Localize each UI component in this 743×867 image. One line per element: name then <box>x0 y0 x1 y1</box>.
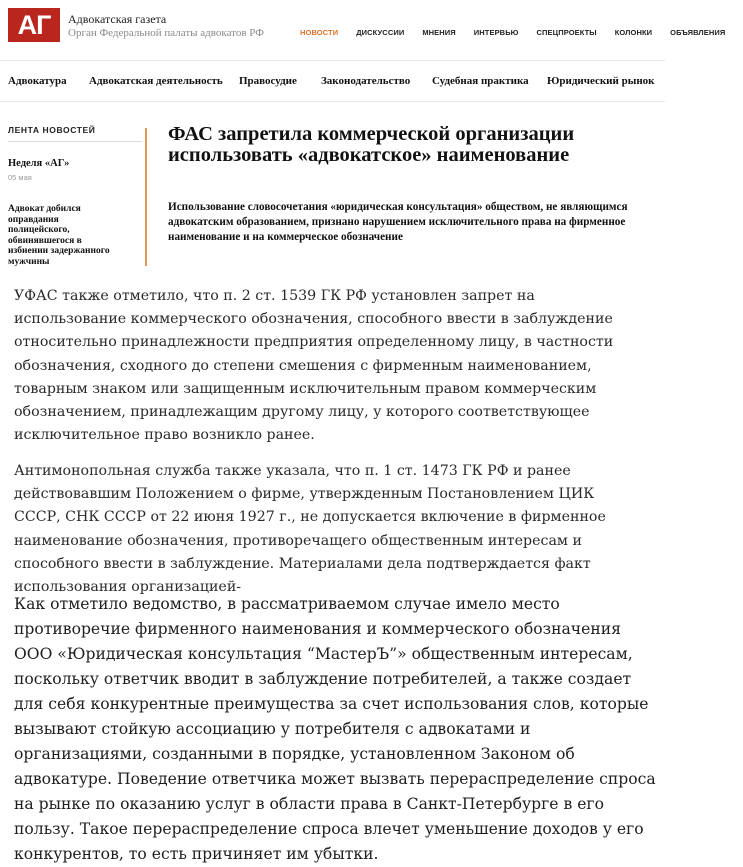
news-feed-item-title[interactable]: Неделя «АГ» <box>8 158 70 169</box>
article-paragraph: Антимонопольная служба также указала, что п. 1 ст. 1473 ГК РФ и ранее действовавшим Положением о фирме, утвержденным Постановлением ЦИК СССР, СНК СССР от 22 июня 1927 г., не допускается включение в фирменное наименование обозначения, противоречащего общественным интересам и способного ввести в заблуждение. Материалами дела подтверждается факт использования организацией- <box>14 463 606 596</box>
site-title[interactable]: Адвокатская газета <box>68 12 167 26</box>
nav-discussions[interactable]: ДИСКУССИИ <box>356 28 405 37</box>
news-feed-item-title[interactable]: Адвокат добился оправдания полицейского, обвинявшегося в избиении задержанного мужчины <box>8 204 110 267</box>
category-court-practice[interactable]: Судебная практика <box>432 75 529 87</box>
news-feed-sidebar <box>8 125 142 267</box>
nav-opinions[interactable]: МНЕНИЯ <box>422 28 456 37</box>
article-paragraph: УФАС также отметило, что п. 2 ст. 1539 ГК РФ установлен запрет на использование коммерческого обозначения, способного ввести в заблуждение относительно принадлежности предприятия определенному лицу, в частности обозначения, сходного до степени смешения с фирменным наименованием, товарным знаком или защищенным исключительным правом коммерческим обозначением, принадлежащим другому лицу, у которого соответствующее исключительное право возникло ранее. <box>14 288 614 444</box>
nav-news[interactable]: НОВОСТИ <box>300 28 339 37</box>
nav-announcements[interactable]: ОБЪЯВЛЕНИЯ <box>670 28 726 37</box>
nav-special-projects[interactable]: СПЕЦПРОЕКТЫ <box>536 28 597 37</box>
category-legal-market[interactable]: Юридический рынок <box>547 75 655 87</box>
news-feed-item-date: 05 мая <box>8 173 32 182</box>
category-nav <box>0 60 665 102</box>
site-header <box>0 0 726 56</box>
site-subtitle: Орган Федеральной палаты адвокатов РФ <box>68 27 264 39</box>
accent-divider <box>145 128 147 266</box>
category-advocacy[interactable]: Адвокатура <box>8 75 67 87</box>
news-feed-heading: ЛЕНТА НОВОСТЕЙ <box>8 125 142 142</box>
category-advocacy-activity[interactable]: Адвокатская деятельность <box>89 75 223 87</box>
category-legislation[interactable]: Законодательство <box>321 75 411 87</box>
article-paragraph: Как отметило ведомство, в рассматриваемом случае имело место противоречие фирменного наименования и коммерческого обозначения ООО «Юридическая консультация “МастерЪ”» общественным интересам, поскольку ответчик вводит в заблуждение потребителей, а также создает для себя конкурентные преимущества за счет использования слов, которые вызывают стойкую ассоциацию у потребителя с адвокатами и организациями, созданными в порядке, установленном Законом об адвокатуре. Поведение ответчика может вызвать перераспределение спроса на рынке по оказанию услуг в области права в Санкт-Петербурге в его пользу. Такое перераспределение спроса влечет уменьшение доходов у его конкурентов, то есть причиняет им убытки. <box>14 595 656 863</box>
article-title: ФАС запретила коммерческой организации использовать «адвокатское» наименование <box>168 123 575 166</box>
top-nav <box>300 28 743 37</box>
article-lead: Использование словосочетания «юридическая консультация» обществом, не являющимся адвокатским образованием, признано нарушением исключительного права на фирменное наименование и на коммерческое обозначение <box>168 201 628 243</box>
category-justice[interactable]: Правосудие <box>239 75 297 87</box>
nav-columns[interactable]: КОЛОНКИ <box>614 28 653 37</box>
nav-interviews[interactable]: ИНТЕРВЬЮ <box>473 28 519 37</box>
site-logo[interactable]: АГ <box>8 8 60 42</box>
